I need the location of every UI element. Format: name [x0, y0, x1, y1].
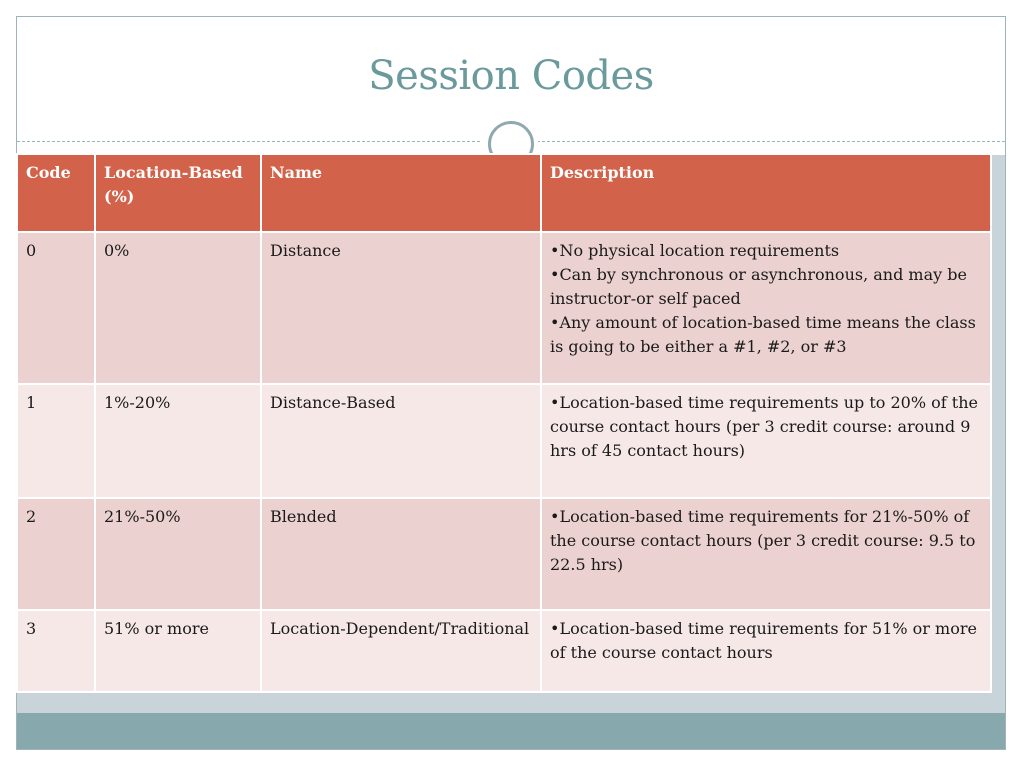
cell-code: 3 — [17, 610, 95, 692]
cell-code: 2 — [17, 498, 95, 610]
cell-description — [541, 384, 991, 498]
table-header-row — [17, 154, 991, 232]
description-line: •Location-based time requirements for 51% or more of the course contact hours — [550, 619, 977, 662]
table-row — [17, 610, 991, 692]
cell-name: Location-Dependent/Traditional — [261, 610, 541, 692]
cell-name: Blended — [261, 498, 541, 610]
cell-description — [541, 232, 991, 384]
cell-code: 0 — [17, 232, 95, 384]
footer-band — [17, 713, 1005, 749]
table-row — [17, 498, 991, 610]
cell-percent: 51% or more — [95, 610, 261, 692]
table-row — [17, 232, 991, 384]
description-line: •No physical location requirements — [550, 241, 840, 260]
description-line: •Location-based time requirements up to 20% of the course contact hours (per 3 credit course: around 9 hrs of 45 contact hours) — [550, 393, 978, 460]
description-line: •Any amount of location-based time means the class is going to be either a #1, #2, or #3 — [550, 313, 976, 356]
table-row — [17, 384, 991, 498]
cell-code: 1 — [17, 384, 95, 498]
cell-percent: 21%-50% — [95, 498, 261, 610]
session-codes-table — [16, 153, 992, 693]
slide-title: Session Codes — [368, 53, 654, 99]
cell-percent: 0% — [95, 232, 261, 384]
cell-percent: 1%-20% — [95, 384, 261, 498]
cell-name: Distance — [261, 232, 541, 384]
description-line: •Can by synchronous or asynchronous, and may be instructor-or self paced — [550, 265, 967, 308]
header-location-based: Location-Based (%) — [95, 154, 261, 232]
cell-description — [541, 610, 991, 692]
header-code: Code — [17, 154, 95, 232]
cell-name: Distance-Based — [261, 384, 541, 498]
cell-description — [541, 498, 991, 610]
description-line: •Location-based time requirements for 21%-50% of the course contact hours (per 3 credit course: 9.5 to 22.5 hrs) — [550, 507, 976, 574]
header-name: Name — [261, 154, 541, 232]
header-description: Description — [541, 154, 991, 232]
